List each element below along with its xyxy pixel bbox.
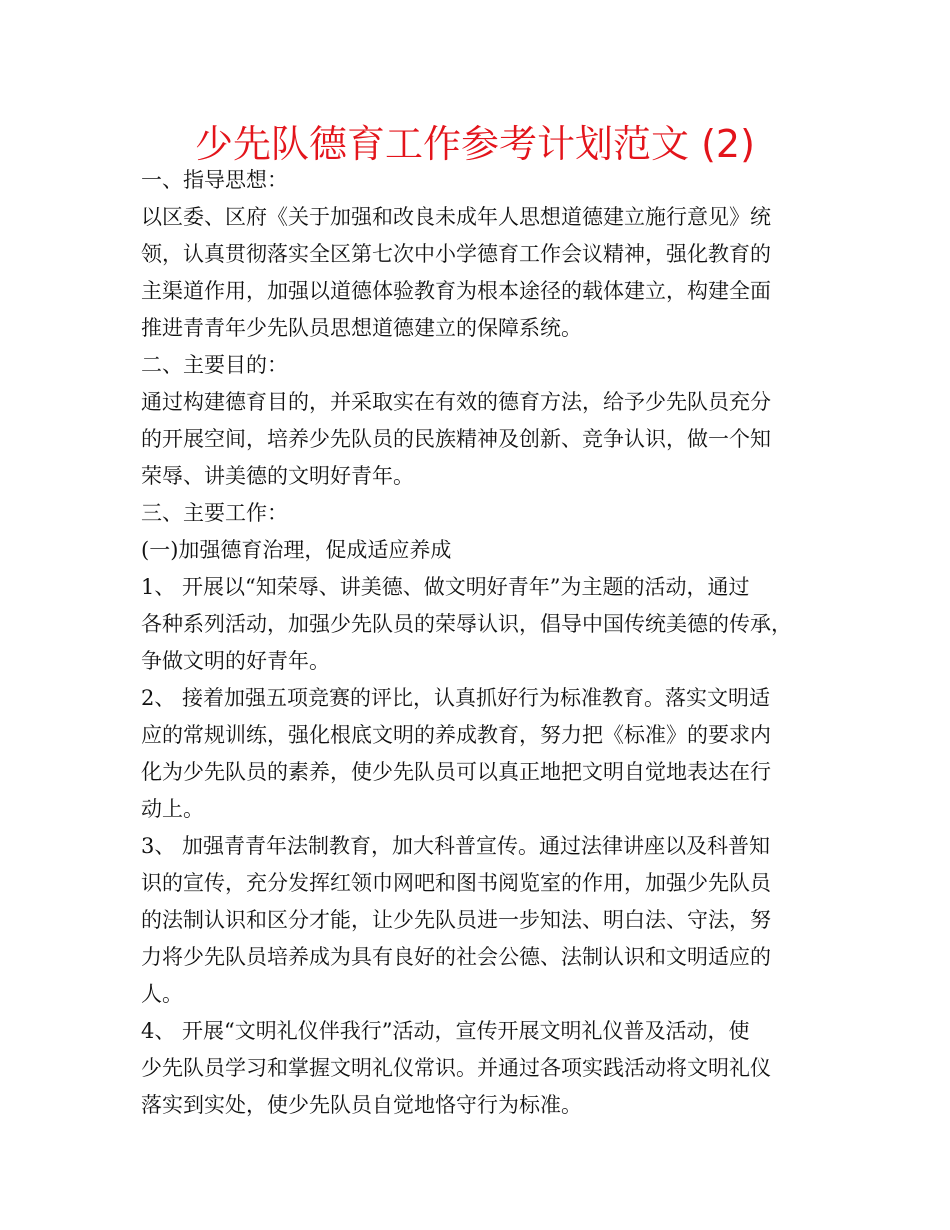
paragraph-line: 主渠道作用，加强以道德体验教育为根本途径的载体建立，构建全面	[141, 279, 771, 303]
list-item-3: 3、 加强青青年法制教育，加大科普宣传。通过法律讲座以及科普知	[141, 834, 771, 858]
paragraph-line: 应的常规训练，强化根底文明的养成教育，努力把《标准》的要求内	[141, 723, 771, 747]
paragraph-line: 动上。	[141, 797, 204, 821]
paragraph-line: 力将少先队员培养成为具有良好的社会公德、法制认识和文明适应的	[141, 945, 771, 969]
paragraph-line: 荣辱、讲美德的文明好青年。	[141, 464, 414, 488]
list-item-4: 4、 开展“文明礼仪伴我行”活动，宣传开展文明礼仪普及活动，使	[141, 1019, 750, 1043]
paragraph-line: 落实到实处，使少先队员自觉地恪守行为标准。	[141, 1093, 582, 1117]
heading-main-goals: 二、主要目的：	[141, 353, 288, 377]
paragraph-line: 以区委、区府《关于加强和改良未成年人思想道德建立施行意见》统	[141, 205, 771, 229]
document-body	[141, 162, 821, 1124]
paragraph-line: 人。	[141, 982, 183, 1006]
paragraph-line: 的开展空间，培养少先队员的民族精神及创新、竞争认识，做一个知	[141, 427, 771, 451]
list-item-2: 2、 接着加强五项竞赛的评比，认真抓好行为标准教育。落实文明适	[141, 686, 771, 710]
paragraph-line: 争做文明的好青年。	[141, 649, 330, 673]
paragraph-line: 化为少先队员的素养，使少先队员可以真正地把文明自觉地表达在行	[141, 760, 771, 784]
paragraph-line: 推进青青年少先队员思想道德建立的保障系统。	[141, 316, 582, 340]
paragraph-line: 各种系列活动，加强少先队员的荣辱认识，倡导中国传统美德的传承，	[141, 612, 792, 636]
paragraph-line: 领，认真贯彻落实全区第七次中小学德育工作会议精神，强化教育的	[141, 242, 771, 266]
paragraph-line: 通过构建德育目的，并采取实在有效的德育方法，给予少先队员充分	[141, 390, 771, 414]
heading-main-work: 三、主要工作：	[141, 501, 288, 525]
list-item-1: 1、 开展以“知荣辱、讲美德、做文明好青年”为主题的活动，通过	[141, 575, 750, 599]
paragraph-line: 识的宣传，充分发挥红领巾网吧和图书阅览室的作用，加强少先队员	[141, 871, 771, 895]
paragraph-line: 少先队员学习和掌握文明礼仪常识。并通过各项实践活动将文明礼仪	[141, 1056, 771, 1080]
subheading-moral-management: (一)加强德育治理，促成适应养成	[141, 538, 452, 562]
heading-guiding-ideology: 一、指导思想：	[141, 168, 288, 192]
paragraph-line: 的法制认识和区分才能，让少先队员进一步知法、明白法、守法，努	[141, 908, 771, 932]
document-title: 少先队德育工作参考计划范文 (2)	[195, 122, 755, 166]
